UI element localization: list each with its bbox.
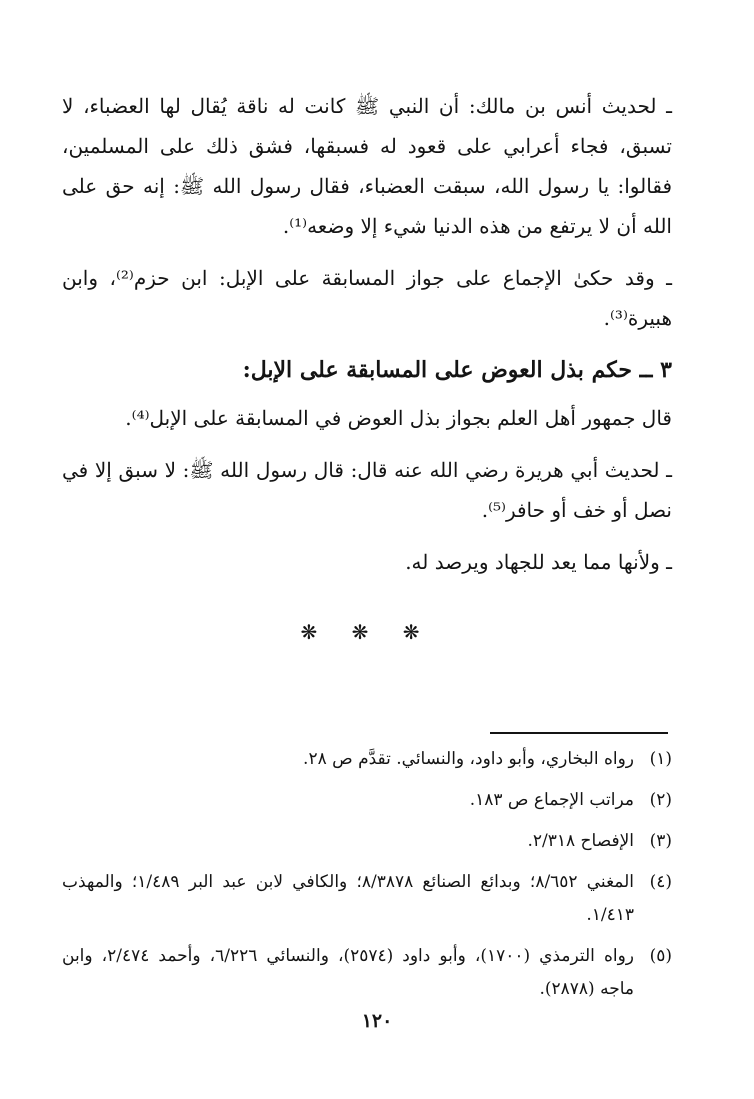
footnote: [62, 784, 672, 817]
page-number: ١٢٠: [361, 1010, 393, 1032]
paragraph-consensus: ـ وقد حكىٰ الإجماع على جواز المسابقة على الإبل: ابن حزم⁽²⁾، وابن هبيرة⁽³⁾.: [62, 266, 672, 330]
footnote-text: رواه البخاري، وأبو داود، والنسائي. تقدَّم ص ٢٨.: [303, 749, 634, 769]
footnote-text: الإفصاح ٢/٣١٨.: [527, 831, 634, 851]
footnote-text: مراتب الإجماع ص ١٨٣.: [469, 790, 634, 810]
paragraph-anas-hadith: ـ لحديث أنس بن مالك: أن النبي ﷺ كانت له ناقة يُقال لها العضباء، لا تسبق، فجاء أعرابي على قعود له فسبقها، فشق ذلك على المسلمين، فقالوا: يا رسول الله، سبقت العضباء، فقال رسول الله ﷺ: إنه حق على الله أن لا يرتفع من هذه الدنيا شيء إلا وضعه⁽¹⁾.: [62, 94, 672, 238]
section-heading: ٣ ــ حكم بذل العوض على المسابقة على الإبل:: [242, 357, 672, 383]
paragraph-abu-hurayra-hadith: ـ لحديث أبي هريرة رضي الله عنه قال: قال رسول الله ﷺ: لا سبق إلا في نصل أو خف أو حافر⁽⁵⁾.: [62, 458, 672, 522]
footnote-number: (٣): [649, 831, 672, 851]
footnote-number: (٤): [649, 872, 672, 892]
section-separator-stars: ❋ ❋ ❋: [300, 620, 434, 644]
footnote: [62, 825, 672, 858]
paragraph-jihad-reason: ـ ولأنها مما يعد للجهاد ويرصد له.: [405, 550, 672, 574]
footnote: [62, 940, 672, 1006]
footnote-number: (٢): [649, 790, 672, 810]
footnote-number: (٥): [649, 946, 672, 966]
main-text: [62, 86, 672, 652]
footnote-text: رواه الترمذي (١٧٠٠)، وأبو داود (٢٥٧٤)، والنسائي ٦/٢٢٦، وأحمد ٢/٤٧٤، وابن ماجه (٢٨٧٨).: [62, 946, 634, 999]
footnotes: [62, 743, 672, 1014]
paragraph-majority-opinion: قال جمهور أهل العلم بجواز بذل العوض في المسابقة على الإبل⁽⁴⁾.: [125, 406, 672, 430]
footnote-text: المغني ٨/٦٥٢؛ وبدائع الصنائع ٨/٣٨٧٨؛ والكافي لابن عبد البر ١/٤٨٩؛ والمهذب ١/٤١٣.: [62, 872, 634, 925]
footnote-divider: [490, 732, 668, 734]
footnote: [62, 743, 672, 776]
footnote: [62, 866, 672, 932]
footnote-number: (١): [649, 749, 672, 769]
